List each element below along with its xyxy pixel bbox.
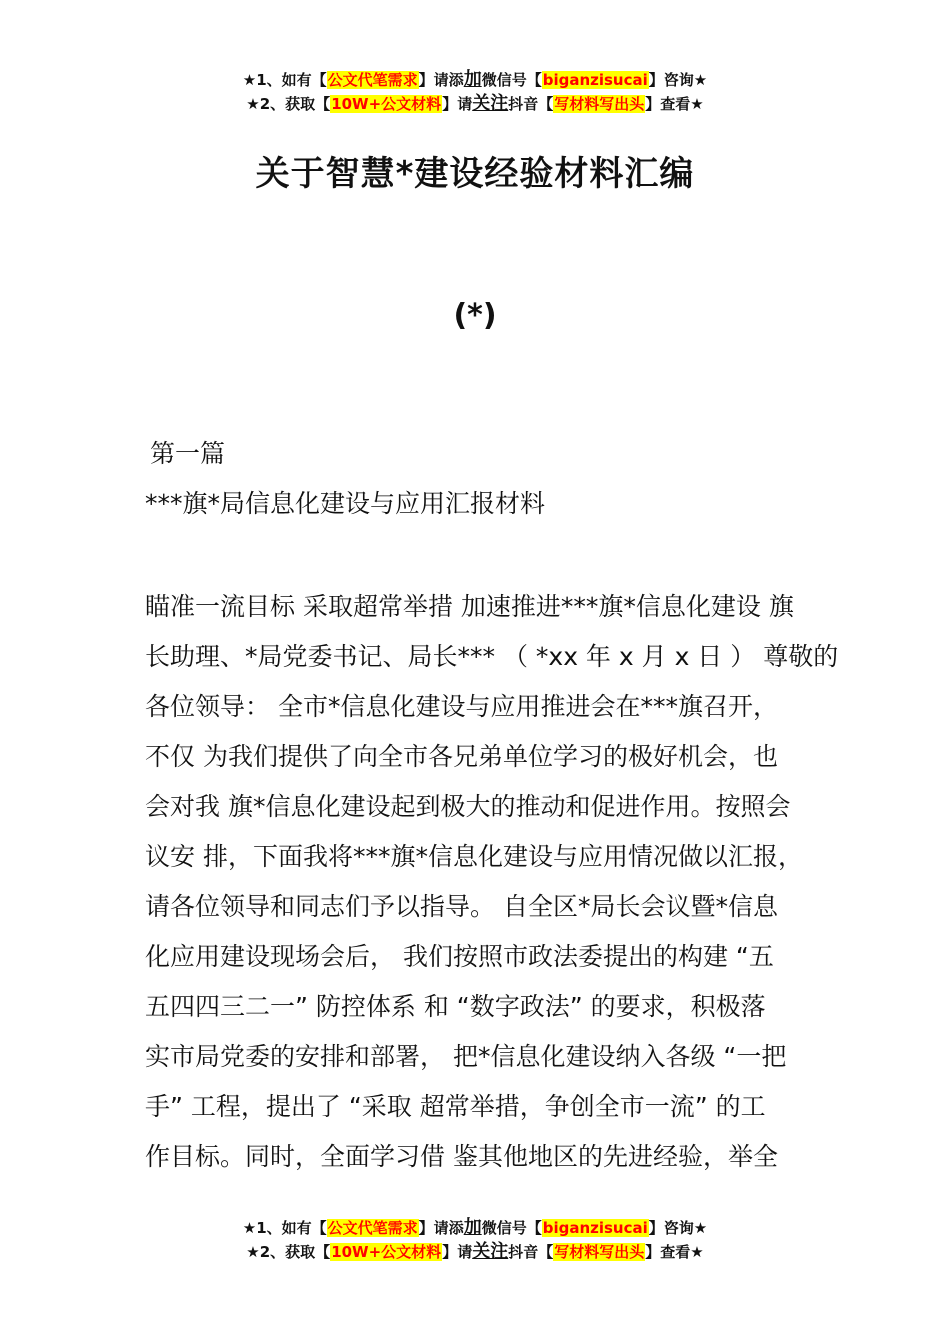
highlight-douyin: 写材料写出头 — [554, 1243, 645, 1261]
body-paragraph — [145, 582, 839, 1182]
document-subtitle: (*) — [453, 298, 497, 333]
header-banner — [0, 68, 950, 116]
body-line: 长助理、*局党委书记、局长*** （ *xx 年 x 月 x 日 ） 尊敬的 — [145, 642, 839, 671]
highlight-wechat-id: biganzisucai — [542, 71, 648, 89]
body-line: 议安 排，下面我将***旗*信息化建设与应用情况做以汇报， — [145, 842, 803, 871]
body-line: 不仅 为我们提供了向全市各兄弟单位学习的极好机会，也 — [145, 742, 778, 771]
body-line: 瞄准一流目标 采取超常举措 加速推进***旗*信息化建设 旗 — [145, 592, 794, 621]
body-line: 化应用建设现场会后， 我们按照市政法委提出的构建 “五 — [145, 942, 774, 971]
document-title: 关于智慧*建设经验材料汇编 — [255, 154, 695, 194]
article-title: ***旗*局信息化建设与应用汇报材料 — [145, 489, 546, 518]
highlight-service: 公文代笔需求 — [327, 1219, 418, 1237]
banner-line-2: ★2、获取【10W+公文材料】请关注抖音【写材料写出头】查看★ — [246, 1241, 704, 1262]
body-line: 会对我 旗*信息化建设起到极大的推动和促进作用。按照会 — [145, 792, 791, 821]
banner-line-1: ★1、如有【公文代笔需求】请添加微信号【biganzisucai】咨询★ — [242, 1217, 708, 1238]
highlight-materials: 10W+公文材料 — [331, 95, 442, 113]
body-line: 作目标。同时，全面学习借 鉴其他地区的先进经验，举全 — [145, 1142, 778, 1171]
body-line: 手” 工程，提出了 “采取 超常举措，争创全市一流” 的工 — [145, 1092, 766, 1121]
body-line: 实市局党委的安排和部署， 把*信息化建设纳入各级 “一把 — [145, 1042, 787, 1071]
chapter-heading: 第一篇 — [150, 439, 226, 468]
highlight-douyin: 写材料写出头 — [554, 95, 645, 113]
footer-banner — [0, 1216, 950, 1264]
highlight-materials: 10W+公文材料 — [331, 1243, 442, 1261]
banner-line-2: ★2、获取【10W+公文材料】请关注抖音【写材料写出头】查看★ — [246, 93, 704, 114]
banner-line-1: ★1、如有【公文代笔需求】请添加微信号【biganzisucai】咨询★ — [242, 69, 708, 90]
body-line: 请各位领导和同志们予以指导。 自全区*局长会议暨*信息 — [145, 892, 778, 921]
highlight-wechat-id: biganzisucai — [542, 1219, 648, 1237]
body-line: 各位领导： 全市*信息化建设与应用推进会在***旗召开， — [145, 692, 778, 721]
highlight-service: 公文代笔需求 — [327, 71, 418, 89]
body-line: 五四四三二一” 防控体系 和 “数字政法” 的要求，积极落 — [145, 992, 766, 1021]
